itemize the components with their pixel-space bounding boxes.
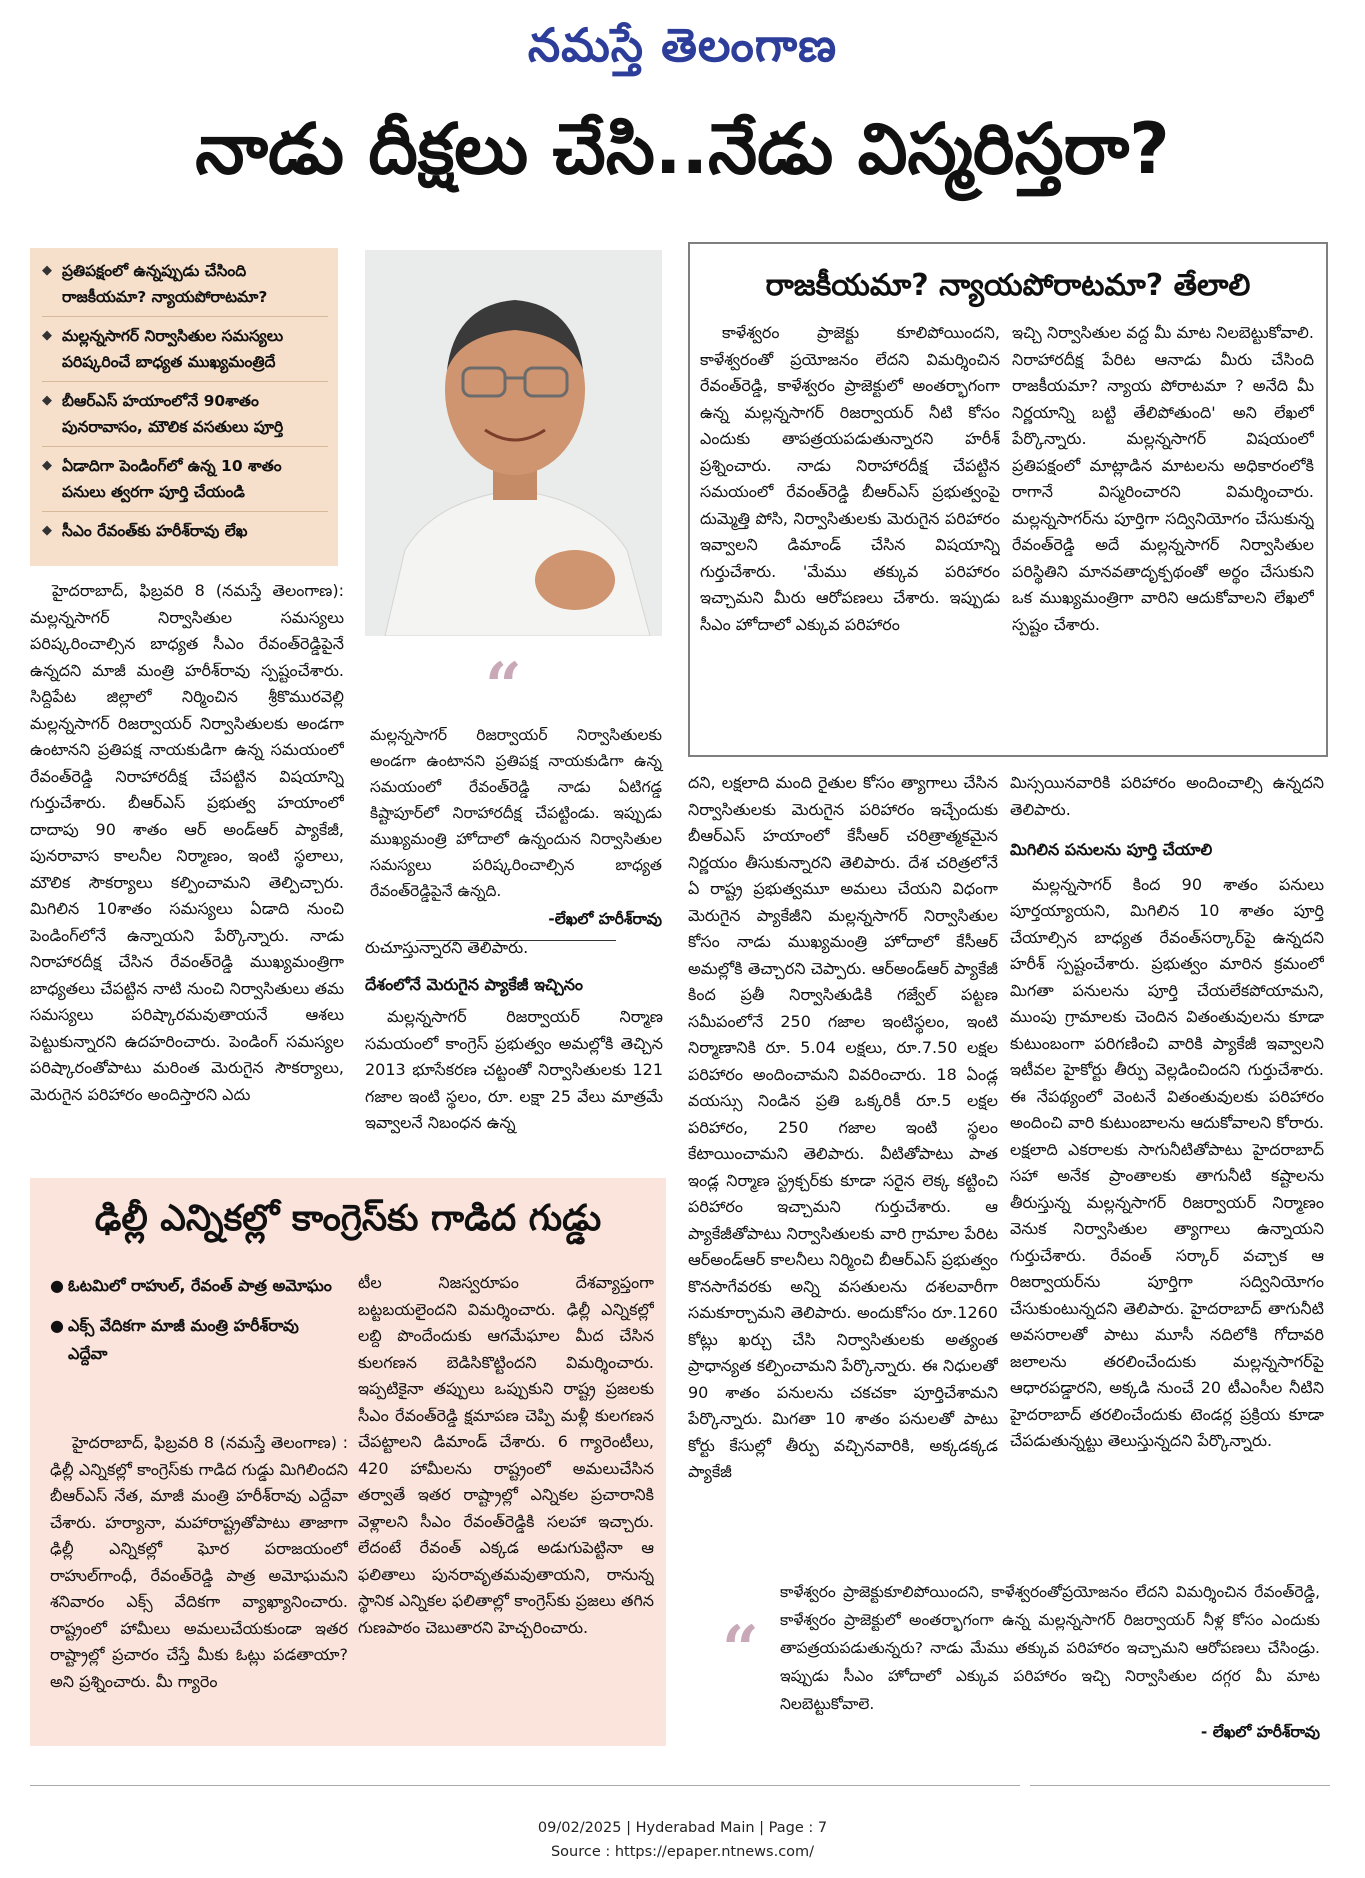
highlight-item: ◆ బీఆర్ఎస్ హయాంలోనే 90శాతం పునరావాసం, మౌలిక వసతులు పూర్తి (42, 388, 328, 447)
boxed-story-paragraph: ఇచ్చి నిర్వాసితుల వద్ద మీ మాట నిలబెట్టుకోవాలి. నిరాహారదీక్ష పేరిట ఆనాడు మీరు చేసింది రాజకీయమా? న్యాయ పోరాటమా ? అనేది మీ నిర్ణయాన్ని బట్టి తేలిపోతుంది' అని లేఖలో పేర్కొన్నారు. మల్లన్నసాగర్ విషయంలో ప్రతిపక్షంలో మాట్లాడిన మాటలను అధికారంలోకి రాగానే విస్మరించారని విమర్శించారు. మల్లన్నసాగర్‌ను పూర్తిగా సద్వినియోగం చేసుకున్న రేవంత్‌రెడ్డి అదే మల్లన్నసాగర్ నిర్వాసితుల పరిస్థితిని మానవతాదృక్పథంతో అర్థం చేసుకుని ఒక ముఖ్యమంత్రిగా వారిని ఆదుకోవాలని లేఖలో స్పష్టం చేశారు. (1012, 323, 1314, 634)
footer-source-link[interactable]: Source : https://epaper.ntnews.com/ (550, 1844, 815, 1860)
main-story-col-4 (1010, 770, 1324, 1558)
pull-quote-1 (370, 722, 662, 941)
delhi-story-bullets (50, 1272, 340, 1368)
highlight-item: ◆ మల్లన్నసాగర్ నిర్వాసితుల సమస్యలు పరిష్కరించే బాధ్యత ముఖ్యమంత్రిదే (42, 323, 328, 382)
pull-quote-1-text: మల్లన్నసాగర్ రిజర్వాయర్ నిర్వాసితులకు అండగా ఉంటానని ప్రతిపక్ష నాయకుడిగా ఉన్న సమయంలో రేవంత్‌రెడ్డి నాడు ఏటిగడ్డ కిష్టాపూర్‌లో నిరాహారదీక్ష చేపట్టిండు. ఇప్పుడు ముఖ్యమంత్రి హోదాలో ఉన్నందున నిర్వాసితుల సమస్యలు పరిష్కరించాల్సిన బాధ్యత రేవంత్‌రెడ్డిపైనే ఉన్నది. (370, 726, 662, 900)
subhead-complete-works: మిగిలిన పనులను పూర్తి చేయాలి (1010, 840, 1213, 859)
highlight-item: ◆ ప్రతిపక్షంలో ఉన్నప్పుడు చేసింది రాజకీయమా? న్యాయపోరాటమా? (42, 258, 328, 317)
main-story-paragraph: హైదరాబాద్, ఫిబ్రవరి 8 (నమస్తే తెలంగాణ): మల్లన్నసాగర్ నిర్వాసితుల సమస్యలు పరిష్కరించాల్సిన బాధ్యత సీఎం రేవంత్‌రెడ్డిపైనే ఉన్నదని మాజీ మంత్రి హరీశ్‌రావు స్పష్టంచేశారు. సిద్దిపేట జిల్లాలో నిర్మించిన శ్రీకొమురవెల్లి మల్లన్నసాగర్ రిజర్వాయర్ నిర్వాసితులకు అండగా ఉంటానని ప్రతిపక్ష నాయకుడిగా ఉన్న సమయంలో రేవంత్‌రెడ్డి నిరాహారదీక్ష చేపట్టిన విషయాన్ని గుర్తుచేశారు. బీఆర్ఎస్ ప్రభుత్వ హయాంలో దాదాపు 90 శాతం ఆర్ అండ్ఆర్ ప్యాకేజీ, పునరావాస కాలనీల నిర్మాణం, ఇంటి స్థలాలు, మౌలిక సౌకర్యాలు కల్పించామని తెల్పిచ్చారు. మిగిలిన 10శాతం సమస్యలు ఏడాది నుంచి పెండింగ్‌లోనే ఉన్నాయని పేర్కొన్నారు. నాడు నిరాహారదీక్ష చేసిన రేవంత్‌రెడ్డి ముఖ్యమంత్రిగా బాధ్యతలు చేపట్టిన నాటి నుంచి నిర్వాసితులు తమ సమస్యలు పరిష్కారమవుతాయనే ఆశలు పెట్టుకున్నారని ఉదహరించారు. పెండింగ్ సమస్యల పరిష్కారంతోపాటు మరింత మెరుగైన సౌకర్యాలు, మెరుగైన పరిహారం అందిస్తారని ఎదు (30, 581, 344, 1104)
highlight-box (30, 248, 338, 566)
bottom-rule-right (1030, 1785, 1330, 1786)
main-story-paragraph: మల్లన్నసాగర్ రిజర్వాయర్ నిర్మాణ సమయంలో కాంగ్రెస్ ప్రభుత్వం అమల్లోకి తెచ్చిన 2013 భూసేకరణ చట్టంతో నిర్వాసితులకు 121 గజాల ఇంటి స్థలం, రూ. లక్షా 25 వేలు మాత్రమే ఇవ్వాలనే నిబంధన ఉన్న (365, 1007, 663, 1132)
delhi-story-col-2 (358, 1270, 654, 1740)
main-story-continuation: రుచూస్తున్నారని తెలిపారు. (365, 938, 529, 957)
main-story-continuation: మిస్సయినవారికి పరిహారం అందించాల్సి ఉన్నదని తెలిపారు. (1010, 773, 1324, 819)
pull-quote-2-text: కాళేశ్వరం ప్రాజెక్టుకూలిపోయిందని, కాళేశ్వరంతోప్రయోజనం లేదని విమర్శించిన రేవంత్‌రెడ్డి, కాళేశ్వరం ప్రాజెక్టులో అంతర్భాగంగా ఉన్న మల్లన్నసాగర్ రిజర్వాయర్ నీళ్ల కోసం ఎందుకు తాపత్రయపడుతున్నరు? నాడు మేము తక్కువ పరిహారం ఇచ్చామని ఆరోపణలు చేసిండ్రు. ఇప్పుడు సీఎం హోదాలో ఎక్కువ పరిహారం ఇచ్చి నిర్వాసితుల దగ్గర మీ మాట నిలబెట్టుకోవాలె. (780, 1583, 1320, 1713)
main-story-paragraph: మల్లన్నసాగర్ కింద 90 శాతం పనులు పూర్తయ్యాయని, మిగిలిన 10 శాతం పూర్తి చేయాల్సిన బాధ్యత రేవంత్‌సర్కార్‌పై ఉన్నదని హరీశ్ స్పష్టంచేశారు. ప్రభుత్వం మారిన క్రమంలో మిగతా పనులను పూర్తి చేయలేకపోయామని, ముంపు గ్రామాలకు చెందిన వితంతువులను కూడా కుటుంబంగా పరిగణించి వారికి ప్యాకేజీ ఇవ్వాలని ఇటీవల హైకోర్టు తీర్పు వెల్లడించిందని గుర్తుచేశారు. ఈ నేపథ్యంలో వెంటనే వితంతువులకు పరిహారం అందించి వారి కుటుంబాలను ఆదుకోవాలని కోరారు. లక్షలాది ఎకరాలకు సాగునీటితోపాటు హైదరాబాద్ సహా అనేక ప్రాంతాలకు తాగునీటి కష్టాలను తీరుస్తున్న మల్లన్నసాగర్ రిజర్వాయర్ నిర్మాణం వెనుక నిర్వాసితుల త్యాగాలు ఉన్నాయని గుర్తుచేశారు. రేవంత్ సర్కార్ వచ్చాక ఆ రిజర్వాయర్‌ను పూర్తిగా సద్వినియోగం చేసుకుంటున్నదని తెలిపారు. హైదరాబాద్ తాగునీటి అవసరాలతో పాటు మూసీ నదిలోకి గోదావరి జలాలను తరలించేందుకు మల్లన్నసాగర్‌పై ఆధారపడ్డారని, అక్కడి నుంచే 20 టీఎంసీల నీటిని హైదరాబాద్ తరలించేందుకు టెండర్ల ప్రక్రియ కూడా చేపడుతున్నట్టు తెలుస్తున్నదని పేర్కొన్నారు. (1010, 874, 1324, 1450)
double-quote-icon: “ (722, 1612, 759, 1687)
double-quote-icon: “ (485, 649, 522, 724)
boxed-story-title: రాజకీయమా? న్యాయపోరాటమా? తేలాలి (765, 268, 1251, 303)
bullet-dot-icon: ● (50, 1276, 64, 1295)
delhi-bullet (50, 1272, 340, 1300)
pull-quote-2-attribution: - లేఖలో హరీశ్‌రావు (1200, 1723, 1320, 1741)
delhi-story-paragraph: హైదరాబాద్, ఫిబ్రవరి 8 (నమస్తే తెలంగాణ) : ఢిల్లీ ఎన్నికల్లో కాంగ్రెస్‌కు గాడిద గుడ్డు మిగిలిందని బీఆర్ఎస్ నేత, మాజీ మంత్రి హరీశ్‌రావు ఎద్దేవా చేశారు. హర్యానా, మహారాష్ట్రతోపాటు తాజాగా ఢిల్లీ ఎన్నికల్లో ఘోర పరాజయంలో రాహుల్‌గాంధీ, రేవంత్‌రెడ్డి పాత్ర అమోఘమని శనివారం ఎక్స్ వేదికగా వ్యాఖ్యానించారు. రాష్ట్రంలో హామీలు అమలుచేయకుండా ఇతర రాష్ట్రాల్లో ప్రచారం చేస్తే మీకు ఓట్లు పడతాయా? అని ప్రశ్నించారు. మీ గ్యారెం (50, 1433, 348, 1691)
boxed-story-col-2 (1012, 320, 1314, 740)
headline: నాడు దీక్షలు చేసి..నేడు విస్మరిస్తరా? (195, 108, 1170, 190)
bottom-rule-left (30, 1785, 1020, 1786)
portrait-illustration (365, 250, 662, 636)
masthead: నమస్తే తెలంగాణ (527, 18, 838, 72)
delhi-bullet (50, 1312, 340, 1368)
main-story-col-1 (30, 578, 344, 1163)
delhi-bullet-text: ఓటమిలో రాహుల్, రేవంత్ పాత్ర అమోఘం (68, 1276, 332, 1295)
delhi-story-col-1 (50, 1430, 348, 1740)
main-story-col-3 (688, 770, 998, 1558)
highlight-item: ◆ సీఎం రేవంత్‌కు హరీశ్‌రావు లేఖ (42, 518, 328, 550)
delhi-story-paragraph: టీల నిజస్వరూపం దేశవ్యాప్తంగా బట్టబయలైందని విమర్శించారు. ఢిల్లీ ఎన్నికల్లో లబ్ది పొందేందుకు ఆగమేఘాల మీద చేసిన కులగణన బెడిసికొట్టిందని విమర్శించారు. ఇప్పటికైనా తప్పులు ఒప్పుకుని రాష్ట్ర ప్రజలకు సీఎం రేవంత్‌రెడ్డి క్షమాపణ చెప్పి మళ్లీ కులగణన చేపట్టాలని డిమాండ్ చేశారు. 6 గ్యారెంటీలు, 420 హామీలను రాష్ట్రంలో అమలుచేసిన తర్వాతే ఇతర రాష్ట్రాల్లో ఎన్నికల ప్రచారానికి వెళ్లాలని సీఎం రేవంత్‌రెడ్డికి సలహా ఇచ్చారు. లేదంటే రేవంత్ ఎక్కడ అడుగుపెట్టినా ఆ ఫలితాలు పునరావృతమవుతాయని, రానున్న స్థానిక ఎన్నికల ఫలితాల్లో కాంగ్రెస్‌కు ప్రజలు తగిన గుణపాఠం చెబుతారని హెచ్చరించారు. (358, 1273, 654, 1637)
pull-quote-1-attribution: -లేఖలో హరీశ్‌రావు (548, 910, 662, 928)
delhi-story-title: ఢిల్లీ ఎన్నికల్లో కాంగ్రెస్‌కు గాడిద గుడ్డు (94, 1198, 602, 1239)
main-story-col-2 (365, 935, 663, 1165)
subhead-package: దేశంలోనే మెరుగైన ప్యాకేజీ ఇచ్చినం (365, 974, 584, 994)
delhi-bullet-text: ఎక్స్ వేదికగా మాజీ మంత్రి హరీశ్‌రావు ఎద్దేవా (68, 1316, 299, 1363)
boxed-story-col-1 (700, 320, 1000, 740)
main-story-paragraph: దని, లక్షలాది మంది రైతుల కోసం త్యాగాలు చేసిన నిర్వాసితులకు మెరుగైన పరిహారం ఇచ్చేందుకు బీఆర్ఎస్ హయాంలో కేసీఆర్ చరిత్రాత్మకమైన నిర్ణయం తీసుకున్నారని తెలిపారు. దేశ చరిత్రలోనే ఏ రాష్ట్ర ప్రభుత్వమూ అమలు చేయని విధంగా మెరుగైన ప్యాకేజీని మల్లన్నసాగర్ నిర్వాసితుల కోసం నాడు ముఖ్యమంత్రి హోదాలో కేసీఆర్ అమల్లోకి తెచ్చారని చెప్పారు. ఆర్అండ్ఆర్ ప్యాకేజీ కింద ప్రతీ నిర్వాసితుడికి గజ్వేల్ పట్టణ సమీపంలోనే 250 గజాల ఇంటిస్థలం, ఇంటి నిర్మాణానికి రూ. 5.04 లక్షలు, రూ.7.50 లక్షల పరిహారం అందించామని వివరించారు. 18 ఏండ్ల వయస్సు నిండిన ప్రతి ఒక్కరికీ రూ.5 లక్షల పరిహారం, 250 గజాల ఇంటి స్థలం కేటాయించామని తెలిపారు. వీటితోపాటు పాత ఇండ్ల నిర్మాణ స్ట్రక్చర్‌కు కూడా సరైన లెక్క కట్టించి పరిహారం ఇచ్చామని గుర్తుచేశారు. ఆ ప్యాకేజీతోపాటు నిర్వాసితులకు వారి గ్రామాల పేరిట ఆర్అండ్ఆర్ కాలనీలు నిర్మించి బీఆర్ఎస్ ప్రభుత్వం కొనసాగేవరకు అన్ని వసతులను దశలవారీగా సమకూర్చామని తెలిపారు. అందుకోసం రూ.1260 కోట్లు ఖర్చు చేసి నిర్వాసితులకు అత్యంత ప్రాధాన్యత కల్పించామని పేర్కొన్నారు. ఈ నిధులతో 90 శాతం పనులను చకచకా పూర్తిచేశామని పేర్కొన్నారు. మిగతా 10 శాతం పనులతో పాటు కోర్టు కేసుల్లో తీర్పు వచ్చినవారికి, అక్కడక్కడ ప్యాకేజీ (688, 773, 998, 1481)
boxed-story-paragraph: కాళేశ్వరం ప్రాజెక్టు కూలిపోయిందని, కాళేశ్వరంతో ప్రయోజనం లేదని విమర్శించిన రేవంత్‌రెడ్డి, కాళేశ్వరం ప్రాజెక్టులో అంతర్భాగంగా ఉన్న మల్లన్నసాగర్ రిజర్వాయర్ నీటి కోసం ఎందుకు తాపత్రయపడుతున్నారని హరీశ్ ప్రశ్నించారు. నాడు నిరాహారదీక్ష చేపట్టిన సమయంలో రేవంత్‌రెడ్డి బీఆర్ఎస్ ప్రభుత్వంపై దుమ్మెత్తి పోసి, నిర్వాసితులకు మెరుగైన పరిహారం ఇవ్వాలని డిమాండ్ చేసిన విషయాన్ని గుర్తుచేశారు. 'మేము తక్కువ పరిహారం ఇచ్చామని మీరు ఆరోపణలు చేశారు. ఇప్పుడు సీఎం హోదాలో ఎక్కువ పరిహారం (700, 323, 1000, 634)
pull-quote-2 (780, 1578, 1320, 1746)
bullet-dot-icon: ● (50, 1316, 64, 1335)
highlight-item: ◆ ఏడాదిగా పెండింగ్‌లో ఉన్న 10 శాతం పనులు త్వరగా పూర్తి చేయండి (42, 453, 328, 512)
portrait-photo (365, 250, 662, 636)
footer-edition-info: 09/02/2025 | Hyderabad Main | Page : 7 (537, 1820, 828, 1836)
